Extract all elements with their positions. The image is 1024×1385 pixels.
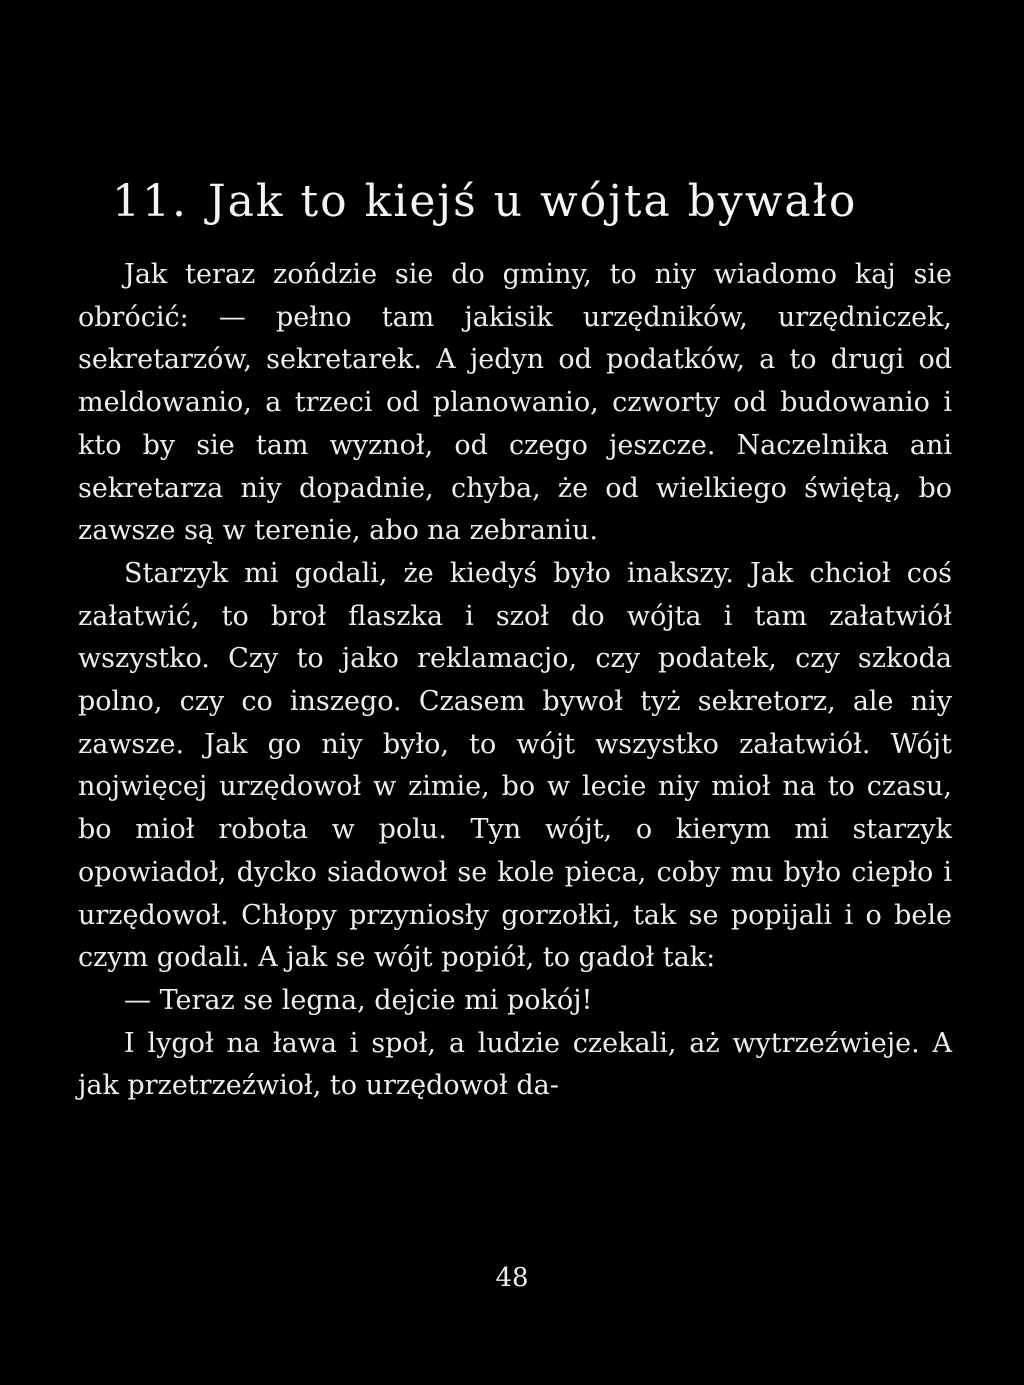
paragraph: I lygoł na ława i społ, a ludzie czekali, aż wytrzeźwieje. A jak przetrzeźwioł, to urzędowoł da- <box>78 1027 952 1102</box>
chapter-title-text: Jak to kiejś u wójta bywało <box>207 176 858 227</box>
chapter-number: 11. <box>112 176 188 227</box>
paragraph: Jak teraz zońdzie sie do gminy, to niy wiadomo kaj sie obrócić: — pełno tam jakisik urzędników, urzędniczek, sekretarzów, sekretarek. A jedyn od podatków, a to drugi od meldowanio, a trzeci od planowanio, czworty od budowanio i kto by sie tam wyznoł, od czego jeszcze. Naczelnika ani sekretarza niy dopadnie, chyba, że od wielkiego świętą, bo zawsze są w terenie, abo na zebraniu. <box>78 259 952 547</box>
paragraph: Starzyk mi godali, że kiedyś było inakszy. Jak chcioł coś załatwić, to broł flaszka i szoł do wójta i tam załatwiół wszystko. Czy to jako reklamacjo, czy podatek, czy szkoda polno, czy co inszego. Czasem bywoł tyż sekretorz, ale niy zawsze. Jak go niy było, to wójt wszystko załatwiół. Wójt nojwięcej urzędowoł w zimie, bo w lecie niy mioł na to czasu, bo mioł robota w polu. Tyn wójt, o kierym mi starzyk opowiadoł, dycko siadowoł se kole pieca, coby mu było ciepło i urzędowoł. Chłopy przyniosły gorzołki, tak se popijali i o bele czym godali. A jak se wójt popiół, to gadoł tak: <box>78 557 952 974</box>
dialogue-line: — Teraz se legna, dejcie mi pokój! <box>124 984 593 1016</box>
body-text <box>78 254 952 1108</box>
page-number: 48 <box>495 1263 529 1293</box>
chapter-title <box>112 176 857 227</box>
